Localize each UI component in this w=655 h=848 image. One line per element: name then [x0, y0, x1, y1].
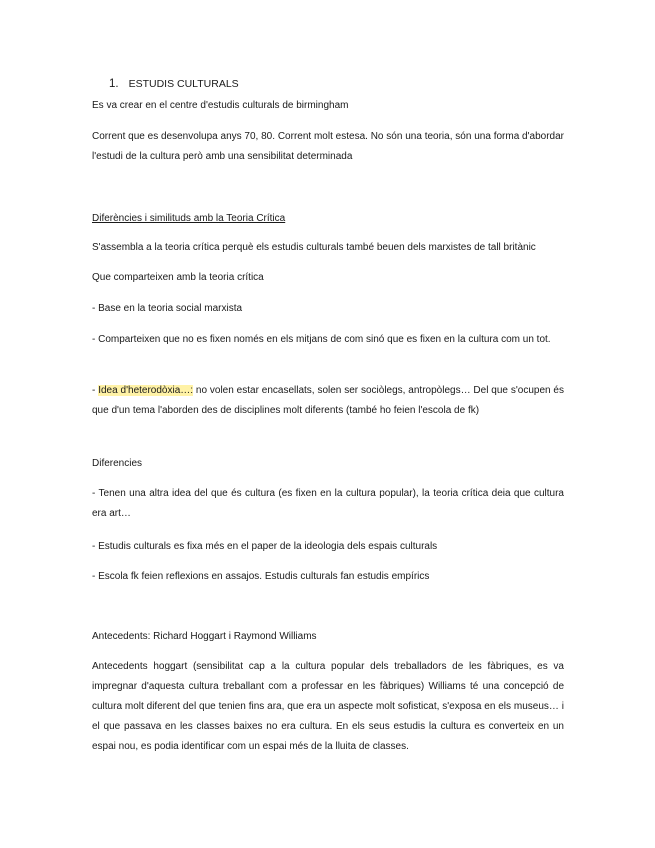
- paragraph-origin: Es va crear en el centre d'estudis culturals de birmingham: [92, 100, 349, 111]
- paragraph-antecedents: Antecedents hoggart (sensibilitat cap a la cultura popular dels treballadors de les fàbriques, es va impregnar d'aquesta cultura treballant com a professar en les fàbriques) Williams té una concepció de cultura molt diferent del que tenien fins ara, que era un aspecte molt sofisticat, s'exposa en els museus… i el que passava en les classes baixes no era cultura. En els seus estudis la cultura es converteix en un espai nou, es podia identificar com un espai més de la lluita de classes.: [92, 661, 564, 752]
- paragraph-differences: Diferencies: [92, 458, 143, 469]
- heading-title: ESTUDIS CULTURALS: [128, 78, 239, 90]
- bullet-heterodoxy-text: no volen estar encasellats, solen ser sociòlegs, antropòlegs… Del que s'ocupen és que d'un tema l'aborden des de disciplines molt diferents (també ho feien l'escola de fk): [92, 385, 564, 416]
- paragraph-description: Corrent que es desenvolupa anys 70, 80. Corrent molt estesa. No són una teoria, són una forma d'abordar l'estudi de la cultura però amb una sensibilitat determinada: [92, 131, 564, 162]
- paragraph-shared: Que comparteixen amb la teoria crítica: [92, 272, 264, 283]
- section-title-wrap: [92, 209, 564, 229]
- heading-number: 1.: [109, 78, 119, 90]
- section-heading: [109, 74, 239, 94]
- section-title-antecedents: Antecedents: Richard Hoggart i Raymond Williams: [92, 631, 317, 642]
- bullet-empirical: - Escola fk feien reflexions en assajos. Estudis culturals fan estudis empírics: [92, 571, 430, 582]
- bullet-heterodoxy: [92, 381, 564, 421]
- section-title-differences: Diferències i similituds amb la Teoria Crítica: [92, 213, 286, 224]
- bullet-culture-whole: - Comparteixen que no es fixen només en els mitjans de com sinó que es fixen en la cultura com un tot.: [92, 334, 551, 345]
- highlighted-term: Idea d'heterodòxia…:: [98, 385, 194, 396]
- bullet-heterodoxy-prefix: -: [92, 385, 99, 396]
- bullet-popular-culture: - Tenen una altra idea del que és cultura (es fixen en la cultura popular), la teoria crítica deia que cultura era art…: [92, 488, 564, 519]
- bullet-marxist-base: - Base en la teoria social marxista: [92, 303, 243, 314]
- paragraph-similarity: S'assembla a la teoria crítica perquè els estudis culturals també beuen dels marxistes de tall britànic: [92, 242, 536, 253]
- bullet-ideology: - Estudis culturals es fixa més en el paper de la ideologia dels espais culturals: [92, 541, 438, 552]
